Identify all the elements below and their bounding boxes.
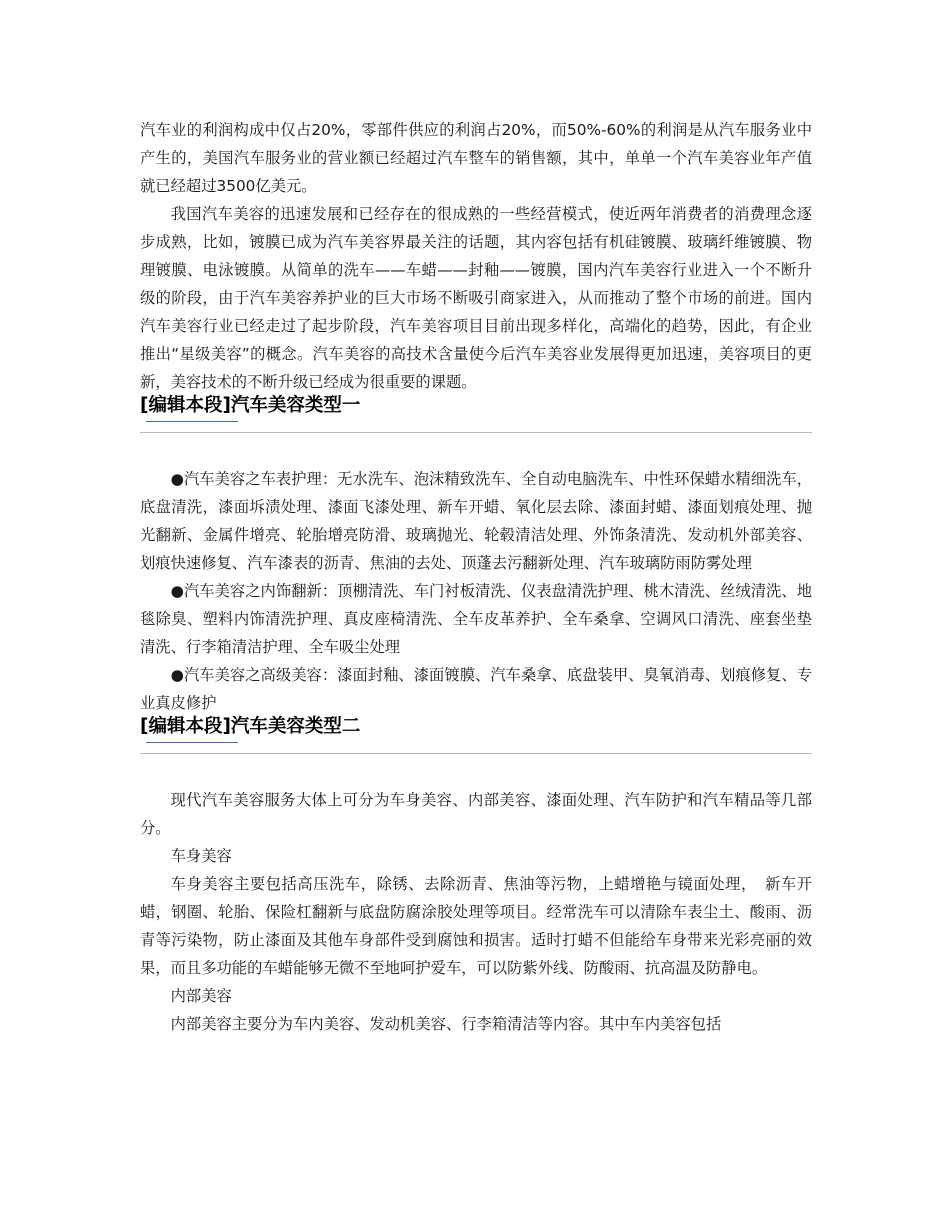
edit-section-link-underline: [146, 742, 238, 743]
intro-paragraph-2: 我国汽车美容的迅速发展和已经存在的很成熟的一些经营模式，使近两年消费者的消费理念逐步成熟，比如，镀膜已成为汽车美容界最关注的话题，其内容包括有机硅镀膜、玻璃纤维镀膜、物理镀膜、电泳镀膜。从简单的洗车——车蜡——封釉——镀膜，国内汽车美容行业进入一个不断升级的阶段，由于汽车美容养护业的巨大市场不断吸引商家进入，从而推动了整个市场的前进。国内汽车美容行业已经走过了起步阶段，汽车美容项目目前出现多样化，高端化的趋势，因此，有企业推出“星级美容”的概念。汽车美容的高技术含量使今后汽车美容业发展得更加迅速，美容项目的更新，美容技术的不断升级已经成为很重要的课题。: [140, 205, 812, 391]
type-one-advanced-beauty: ●汽车美容之高级美容：漆面封釉、漆面镀膜、汽车桑拿、底盘装甲、臭氧消毒、划痕修复、专业真皮修护: [140, 666, 812, 712]
subheading-interior-beauty: 内部美容: [170, 987, 232, 1005]
section-title-type-two: [编辑本段]汽车美容类型二: [140, 716, 361, 737]
section-heading-type-one: [140, 396, 812, 433]
body-beauty-paragraph: 车身美容主要包括高压洗车，除锈、去除沥青、焦油等污物，上蜡增艳与镜面处理， 新车开蜡，钢圈、轮胎、保险杠翻新与底盘防腐涂胶处理等项目。经常洗车可以清除车表尘土、酸雨、沥青等污染物，防止漆面及其他车身部件受到腐蚀和损害。适时打蜡不但能给车身带来光彩亮丽的效果，而且多功能的车蜡能够无微不至地呵护爱车，可以防紫外线、防酸雨、抗高温及防静电。: [140, 875, 812, 977]
subheading-body-beauty: 车身美容: [170, 847, 232, 865]
type-one-exterior-care: ●汽车美容之车表护理：无水洗车、泡沫精致洗车、全自动电脑洗车、中性环保蜡水精细洗车，底盘清洗，漆面坼渍处理、漆面飞漆处理、新车开蜡、氧化层去除、漆面封蜡、漆面划痕处理、抛光翻新、金属件增亮、轮胎增亮防滑、玻璃抛光、轮毂清洁处理、外饰条清洗、发动机外部美容、划痕快速修复、汽车漆表的沥青、焦油的去处、顶蓬去污翻新处理、汽车玻璃防雨防雾处理: [140, 470, 812, 572]
section-heading-type-two: [140, 717, 812, 754]
section-title-type-one: [编辑本段]汽车美容类型一: [140, 395, 361, 416]
section-spacer: [140, 754, 812, 786]
type-one-interior-renovation: ●汽车美容之内饰翻新：顶棚清洗、车门衬板清洗、仪表盘清洗护理、桃木清洗、丝绒清洗、地毯除臭、塑料内饰清洗护理、真皮座椅清洗、全车皮革养护、全车桑拿、空调风口清洗、座套坐垫清洗、行李箱清洁护理、全车吸尘处理: [140, 582, 812, 656]
interior-beauty-paragraph: 内部美容主要分为车内美容、发动机美容、行李箱清洁等内容。其中车内美容包括: [170, 1015, 722, 1033]
intro-paragraph-1: 汽车业的利润构成中仅占20%，零部件供应的利润占20%，而50%-60%的利润是从汽车服务业中产生的，美国汽车服务业的营业额已经超过汽车整车的销售额，其中，单单一个汽车美容业年产值就已经超过3500亿美元。: [140, 121, 812, 195]
section-spacer: [140, 433, 812, 465]
edit-section-link-underline: [146, 421, 238, 422]
type-two-overview: 现代汽车美容服务大体上可分为车身美容、内部美容、漆面处理、汽车防护和汽车精品等几部分。: [140, 791, 812, 837]
document-page: [140, 116, 812, 1038]
